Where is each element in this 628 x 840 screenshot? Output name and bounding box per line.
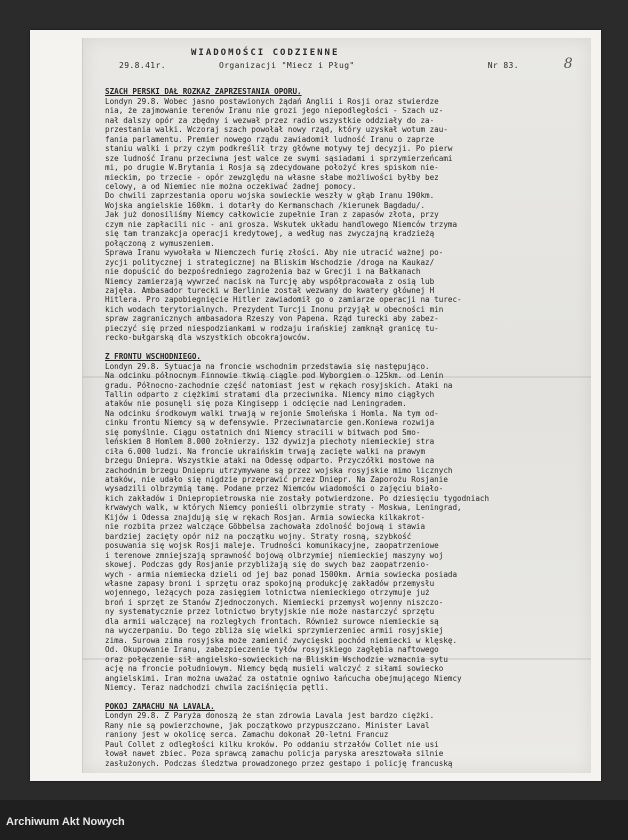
section-line: Hitlera. Pro zapobiegnięcie Hitler zawiadomił go o zamiarze operacji na turec- — [105, 295, 462, 305]
section-line: cinku frontu Niemcy są w defensywie. Przeciwnatarcie gen.Koniewa rozwija — [105, 418, 435, 428]
section-title: Z FRONTU WSCHODNIEGO. — [105, 352, 202, 362]
section-line: Wojska angielskie 160km. i dotarły do Kermanschach /kierunek Bagdadu/. — [105, 200, 426, 210]
section-line: zycji politycznej i strategicznej na Bliskim Wschodzie /droga na Kaukaz/ — [105, 257, 435, 267]
section-line: oraz połączenie sił angielsko-sowieckich na Bliskim Wschodzie wzmacnia sytu — [105, 654, 448, 664]
section-line: pieczyć się przed niespodziankami w rodzaju irańskiej zamknął granicę tu- — [105, 323, 439, 333]
section-line: nie rozbita przez walczące Göbbelsa zachowała zdolność bojową i stawia — [105, 522, 426, 532]
section-line: dla armii walczącej na rozległych frontach. Również surowce niemieckie są — [105, 616, 439, 626]
section-line: się tam tranzakcja operacji kredytowej, a według nas zwyczajną kradzieżą — [105, 229, 435, 239]
section-line: Niemcy. Teraz nadchodzi chwila zaciśnięcia pętli. — [105, 683, 330, 692]
document-header — [83, 46, 591, 80]
section-line: ataków nie posunęli się poza Kingisepp i odcięcie nad Leningradem. — [105, 399, 407, 409]
section-line: Tallin odparto z ciężkimi stratami dla przeciwnika. Niemcy mimo ciągłych — [105, 389, 435, 399]
section-line: własne zapasy broni i sprzętu oraz spokojną produkcję zakładów przemysłu — [105, 579, 435, 589]
section-line: gradu. Północno-zachodnie część natomiast jest w rękach rosyjskich. Ataki na — [105, 380, 453, 390]
archive-name: Archiwum Akt Nowych — [6, 816, 125, 828]
section-line: połączoną z wymuszeniem. — [105, 238, 215, 248]
section-line: Kijów i Odessa znajdują się w rękach Rosjan. Armia sowiecka kilkakrot- — [105, 512, 426, 522]
section-line: kich zakładów i Dniepropietrowska nie zostały potwierdzone. Po dziesięciu tygodniach — [105, 493, 490, 503]
section-line: łował nawet zbiec. Poza sprawcą zamachu policja paryska aresztowała silnie — [105, 749, 444, 759]
section-line: Paul Collet z odległości kilku kroków. Po oddaniu strzałów Collet nie usi — [105, 739, 439, 749]
section-line: kich wodach terytorialnych. Prezydent Turcji Inonu przyjął w obecności min — [105, 304, 444, 314]
section-line: staniu walki i przy czym podkreślił trzy główne motywy tej decyzji. Po pierw — [105, 144, 453, 154]
handwritten-mark: 8 — [563, 56, 573, 72]
section-line: brzegu Dniepra. Wszystkie ataki na Odessę odparto. Przyczółki mostowe na — [105, 456, 435, 466]
section-line: broń i sprzęt ze Stanów Zjednoczonych. Niemiecki przemysł wojenny niszczo- — [105, 597, 444, 607]
section-line: ny systematycznie przez lotnictwo brytyjskie nie może nastarczyć sprzętu — [105, 607, 435, 617]
section-line: zajęła. Ambasador turecki w Berlinie został wezwany do kwatery głównej H — [105, 285, 435, 295]
section-line: leńskiem 8 Homlem 8.000 żołnierzy. 132 dywizja piechoty niemieckiej stra — [105, 437, 435, 447]
document-body — [105, 78, 575, 768]
section-line: Sprawa Iranu wywołała w Niemczech furię złości. Aby nie utracić ważnej po- — [105, 248, 444, 258]
section-line: bardziej zacięty opór niż na początku wojny. Straty rosną, szybkość — [105, 531, 412, 541]
section-line: Niemcy zamierzają wywrzeć nacisk na Turcję aby współpracowała z osią lub — [105, 276, 435, 286]
section-line: Jak już donosiliśmy Niemcy całkowicie zupełnie Iran z zapasów złota, przy — [105, 210, 439, 220]
document-organization: Organizacji "Miecz i Pług" — [219, 61, 355, 70]
section-line: sze ludność Iranu przeciwna jest walce ze swymi sąsiadami i sprzymierzeńcami — [105, 153, 453, 163]
document-date: 29.8.41r. — [119, 61, 166, 70]
section-line: Od. Okupowanie Iranu, zabezpieczenie tyłów rosyjskiego zagłębia naftowego — [105, 645, 439, 655]
section-line: raniony jest w okolicę serca. Zamachu dokonał 20-letni Francuz — [105, 730, 389, 740]
section-line: wojennego, leżących poza zasięgiem lotnictwa niemieckiego otrzymuje już — [105, 588, 430, 598]
section-line: fania parlamentu. Premier nowego rządu zawiadomił ludność Iranu o zaprze — [105, 134, 435, 144]
section-line: mi, po drugie W.Brytania i Rosja są zdecydowane położyć kres spiskom nie- — [105, 163, 439, 173]
section-line: Londyn 29.8. Wobec jasno postawionych żądań Anglii i Rosji oraz stwierdze — [105, 96, 439, 106]
section-line: na wyczerpaniu. Do tego zbliża się wielki sprzymierzeniec armii rosyjskiej — [105, 626, 444, 636]
section-line: spraw zagranicznych ambasadora Rzeszy von Papena. Rząd turecki aby zabez- — [105, 314, 439, 324]
section-line: wych - armia niemiecka dzieli od jej baz ponad 1500km. Armia sowiecka posiada — [105, 569, 458, 579]
section-line: krwawych walk, w których Niemcy ponieśli olbrzymie straty - Moskwa, Leningrad, — [105, 503, 462, 513]
section-line: skowej. Podczas gdy Rosjanie przybliżają się do swych baz zaopatrzenio- — [105, 560, 430, 570]
section-line: mieckim, po trzecie - opór zewzględu na własne słabe możliwości byłby bez — [105, 172, 439, 182]
section-line: Londyn 29.8. Sytuacja na froncie wschodnim przedstawia się następująco. — [105, 361, 430, 371]
section-title: SZACH PERSKI DAŁ ROZKAZ ZAPRZESTANIA OPORU. — [105, 87, 302, 97]
section-title: POKOJ ZAMACHU NA LAVALA. — [105, 701, 215, 711]
section-line: recko-bułgarską dla wszystkich obcokrajowców. — [105, 333, 311, 343]
section-line: Do chwili zaprzestania oporu wojska sowieckie weszły w głąb Iranu 190km. — [105, 191, 435, 201]
section-line: nie dopuścić do bezpośredniego zagrożenia baz w Grecji i na Bałkanach — [105, 267, 421, 277]
section-line: ację na froncie południowym. Niemcy będą musieli walczyć z siłami sowiecko — [105, 664, 444, 674]
section-line: Rany nie są powierzchowne, jak początkowo przypuszczano. Minister Laval — [105, 720, 430, 730]
section-line: ataków, nie udało się nigdzie przeprawić przez Dniepr. Na Zaporożu Rosjanie — [105, 475, 448, 485]
section-line: nał dalszy opór za zbędny i wezwał przez radio wszystkie oddziały do za- — [105, 115, 435, 125]
section-line: Na odcinku północnym Finnowie tkwią ciągle pod Wyborgiem o 125km. od Lenin — [105, 371, 444, 381]
section-line: zachodnim brzegu Dniepru utrzymywane są przez wojska rosyjskie mimo licznych — [105, 465, 453, 475]
document-title: WIADOMOŚCI CODZIENNE — [191, 48, 340, 58]
section-line: się pomyślnie. Ciągu ostatnich dni Niemcy stracili w bitwach pod Smo- — [105, 427, 421, 437]
document-number: Nr 83. — [487, 61, 519, 70]
section-line: wysadzili olbrzymią tamę. Podane przez Niemców wiadomości o zajęciu biało- — [105, 484, 444, 494]
section-line: Na odcinku środkowym walki trwają w rejonie Smoleńska i Homla. Na tym od- — [105, 408, 439, 418]
section-line: nia, że zajmowanie terenów Iranu nie grozi jego niepodległości - Szach uz- — [105, 106, 444, 116]
section-line: angielskimi. Iran można uważać za ostatnie ogniwo łańcucha obejmującego Niemcy — [105, 673, 462, 683]
typed-document-sheet — [82, 38, 591, 773]
section-line: ciła 6.000 ludzi. Na froncie ukraińskim trwają zacięte walki na prawym — [105, 446, 426, 456]
section-line: zasłużonych. Podczas śledztwa prowadzonego przez gestapo i policję francuską — [105, 758, 453, 768]
section-line: zima. Surowa zima rosyjska może zamienić zwycięski pochód niemiecki w klęskę. — [105, 635, 458, 645]
section-line: celowy, a od Niemiec nie można oczekiwać żadnej pomocy. — [105, 181, 357, 191]
section-line: posuwania się wojsk Rosji maleje. Trudności komunikacyjne, zaopatrzeniowe — [105, 541, 439, 551]
section-line: i terenowe zmniejszają sprawność bojową olbrzymiej niemieckiej maszyny woj — [105, 550, 444, 560]
section-line: Londyn 29.8. Z Paryża donoszą że stan zdrowia Lavala jest bardzo ciężki. — [105, 711, 435, 721]
section-line: przestania walki. Wczoraj szach powołał nowy rząd, który uzyskał wotum zau- — [105, 125, 448, 135]
section-line: czym nie zapłacili nic - ani grosza. Wskutek układu handlowego Niemców trzyma — [105, 219, 458, 229]
